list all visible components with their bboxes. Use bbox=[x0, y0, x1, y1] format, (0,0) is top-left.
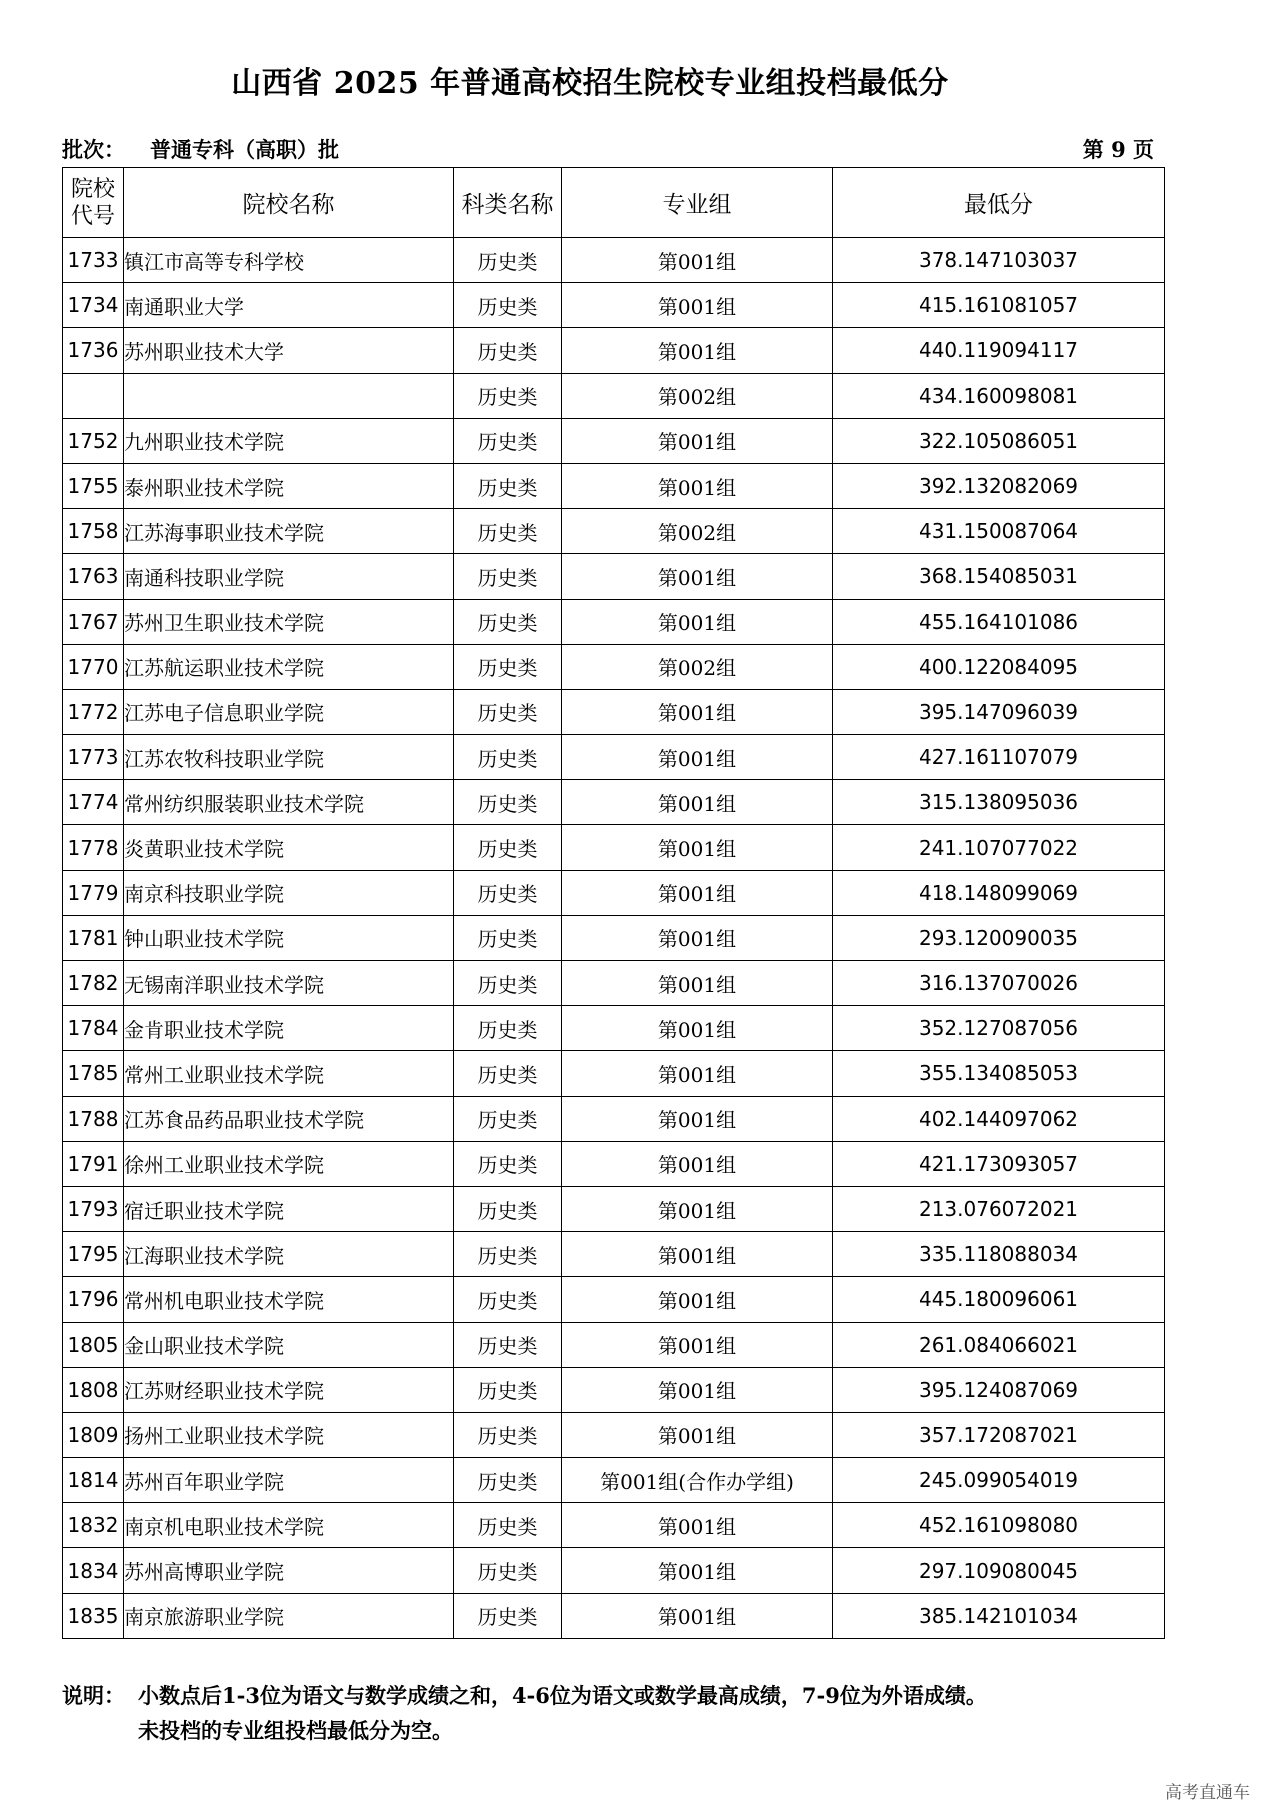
cell-subject: 历史类 bbox=[454, 870, 562, 915]
cell-subject: 历史类 bbox=[454, 1186, 562, 1231]
cell-subject: 历史类 bbox=[454, 1277, 562, 1322]
cell-school-name: 泰州职业技术学院 bbox=[124, 463, 454, 508]
cell-group: 第001组 bbox=[562, 870, 833, 915]
cell-code: 1752 bbox=[63, 418, 124, 463]
cell-code: 1832 bbox=[63, 1503, 124, 1548]
cell-subject: 历史类 bbox=[454, 1141, 562, 1186]
cell-subject: 历史类 bbox=[454, 1367, 562, 1412]
cell-subject: 历史类 bbox=[454, 1051, 562, 1096]
header-code-line2: 代号 bbox=[70, 203, 115, 229]
cell-school-name: 炎黄职业技术学院 bbox=[124, 825, 454, 870]
cell-min-score: 395.147096039 bbox=[833, 689, 1165, 734]
cell-group: 第001组 bbox=[562, 735, 833, 780]
cell-min-score: 431.150087064 bbox=[833, 509, 1165, 554]
cell-code: 1791 bbox=[63, 1141, 124, 1186]
cell-min-score: 293.120090035 bbox=[833, 915, 1165, 960]
cell-subject: 历史类 bbox=[454, 599, 562, 644]
table-row bbox=[63, 418, 1165, 463]
cell-group: 第001组 bbox=[562, 1141, 833, 1186]
cell-subject: 历史类 bbox=[454, 328, 562, 373]
cell-min-score: 335.118088034 bbox=[833, 1232, 1165, 1277]
cell-subject: 历史类 bbox=[454, 1096, 562, 1141]
cell-group: 第001组(合作办学组) bbox=[562, 1458, 833, 1503]
cell-group: 第001组 bbox=[562, 1006, 833, 1051]
header-subject: 科类名称 bbox=[454, 168, 562, 238]
batch-label: 批次： bbox=[62, 137, 125, 162]
header-code bbox=[63, 168, 124, 238]
table-row bbox=[63, 1322, 1165, 1367]
table-row bbox=[63, 1096, 1165, 1141]
cell-school-name: 九州职业技术学院 bbox=[124, 418, 454, 463]
cell-group: 第001组 bbox=[562, 463, 833, 508]
cell-school-name: 江苏航运职业技术学院 bbox=[124, 644, 454, 689]
cell-group: 第001组 bbox=[562, 1503, 833, 1548]
cell-min-score: 385.142101034 bbox=[833, 1593, 1165, 1638]
cell-group: 第001组 bbox=[562, 418, 833, 463]
cell-code: 1793 bbox=[63, 1186, 124, 1231]
cell-school-name: 宿迁职业技术学院 bbox=[124, 1186, 454, 1231]
table-row bbox=[63, 463, 1165, 508]
table-row bbox=[63, 825, 1165, 870]
cell-school-name: 江苏农牧科技职业学院 bbox=[124, 735, 454, 780]
cell-subject: 历史类 bbox=[454, 780, 562, 825]
cell-group: 第001组 bbox=[562, 328, 833, 373]
cell-code: 1773 bbox=[63, 735, 124, 780]
table-row bbox=[63, 328, 1165, 373]
table-row bbox=[63, 735, 1165, 780]
cell-code: 1805 bbox=[63, 1322, 124, 1367]
cell-code: 1779 bbox=[63, 870, 124, 915]
cell-subject: 历史类 bbox=[454, 554, 562, 599]
cell-min-score: 455.164101086 bbox=[833, 599, 1165, 644]
cell-min-score: 368.154085031 bbox=[833, 554, 1165, 599]
cell-group: 第001组 bbox=[562, 1186, 833, 1231]
table-row bbox=[63, 238, 1165, 283]
cell-subject: 历史类 bbox=[454, 915, 562, 960]
cell-school-name: 江苏海事职业技术学院 bbox=[124, 509, 454, 554]
table-row bbox=[63, 780, 1165, 825]
cell-subject: 历史类 bbox=[454, 283, 562, 328]
cell-group: 第001组 bbox=[562, 1593, 833, 1638]
cell-subject: 历史类 bbox=[454, 1548, 562, 1593]
cell-code: 1763 bbox=[63, 554, 124, 599]
cell-subject: 历史类 bbox=[454, 1593, 562, 1638]
cell-min-score: 415.161081057 bbox=[833, 283, 1165, 328]
cell-code: 1814 bbox=[63, 1458, 124, 1503]
cell-school-name: 苏州百年职业学院 bbox=[124, 1458, 454, 1503]
cell-group: 第001组 bbox=[562, 238, 833, 283]
cell-school-name: 苏州高博职业学院 bbox=[124, 1548, 454, 1593]
watermark-text: 高考直通车 bbox=[1165, 1783, 1250, 1803]
cell-min-score: 316.137070026 bbox=[833, 961, 1165, 1006]
cell-code: 1795 bbox=[63, 1232, 124, 1277]
table-header-row bbox=[63, 168, 1165, 238]
cell-group: 第001组 bbox=[562, 1277, 833, 1322]
header-group: 专业组 bbox=[562, 168, 833, 238]
note-label: 说明： bbox=[62, 1683, 125, 1708]
cell-code: 1770 bbox=[63, 644, 124, 689]
table-row bbox=[63, 554, 1165, 599]
table-row bbox=[63, 599, 1165, 644]
cell-min-score: 357.172087021 bbox=[833, 1412, 1165, 1457]
cell-school-name: 苏州职业技术大学 bbox=[124, 328, 454, 373]
cell-min-score: 241.107077022 bbox=[833, 825, 1165, 870]
cell-school-name: 南京机电职业技术学院 bbox=[124, 1503, 454, 1548]
page-number: 第 9 页 bbox=[1082, 137, 1154, 162]
cell-code: 1788 bbox=[63, 1096, 124, 1141]
cell-min-score: 402.144097062 bbox=[833, 1096, 1165, 1141]
cell-group: 第001组 bbox=[562, 961, 833, 1006]
table-row bbox=[63, 1548, 1165, 1593]
cell-code: 1767 bbox=[63, 599, 124, 644]
cell-school-name: 南通科技职业学院 bbox=[124, 554, 454, 599]
cell-code: 1778 bbox=[63, 825, 124, 870]
cell-school-name: 常州工业职业技术学院 bbox=[124, 1051, 454, 1096]
cell-min-score: 418.148099069 bbox=[833, 870, 1165, 915]
cell-subject: 历史类 bbox=[454, 961, 562, 1006]
table-row bbox=[63, 509, 1165, 554]
note-line-1: 小数点后1-3位为语文与数学成绩之和，4-6位为语文或数学最高成绩，7-9位为外语成绩。 bbox=[138, 1683, 987, 1708]
cell-group: 第001组 bbox=[562, 780, 833, 825]
cell-min-score: 434.160098081 bbox=[833, 373, 1165, 418]
cell-subject: 历史类 bbox=[454, 1458, 562, 1503]
cell-group: 第001组 bbox=[562, 1412, 833, 1457]
cell-subject: 历史类 bbox=[454, 689, 562, 734]
cell-min-score: 400.122084095 bbox=[833, 644, 1165, 689]
cell-group: 第002组 bbox=[562, 644, 833, 689]
cell-code: 1835 bbox=[63, 1593, 124, 1638]
cell-subject: 历史类 bbox=[454, 238, 562, 283]
table-row bbox=[63, 1367, 1165, 1412]
cell-school-name: 江苏食品药品职业技术学院 bbox=[124, 1096, 454, 1141]
cell-group: 第001组 bbox=[562, 1051, 833, 1096]
table-row bbox=[63, 644, 1165, 689]
cell-school-name: 扬州工业职业技术学院 bbox=[124, 1412, 454, 1457]
cell-code: 1785 bbox=[63, 1051, 124, 1096]
table-row bbox=[63, 689, 1165, 734]
cell-min-score: 315.138095036 bbox=[833, 780, 1165, 825]
cell-group: 第001组 bbox=[562, 1367, 833, 1412]
table-row bbox=[63, 1412, 1165, 1457]
cell-code: 1809 bbox=[63, 1412, 124, 1457]
cell-code: 1755 bbox=[63, 463, 124, 508]
cell-school-name: 常州机电职业技术学院 bbox=[124, 1277, 454, 1322]
cell-group: 第001组 bbox=[562, 1548, 833, 1593]
cell-code bbox=[63, 373, 124, 418]
cell-code: 1834 bbox=[63, 1548, 124, 1593]
cell-group: 第001组 bbox=[562, 689, 833, 734]
table-row bbox=[63, 1006, 1165, 1051]
cell-min-score: 297.109080045 bbox=[833, 1548, 1165, 1593]
cell-school-name: 江海职业技术学院 bbox=[124, 1232, 454, 1277]
cell-min-score: 322.105086051 bbox=[833, 418, 1165, 463]
cell-code: 1796 bbox=[63, 1277, 124, 1322]
cell-group: 第001组 bbox=[562, 554, 833, 599]
cell-subject: 历史类 bbox=[454, 735, 562, 780]
table-row bbox=[63, 1141, 1165, 1186]
table-row bbox=[63, 1503, 1165, 1548]
cell-code: 1758 bbox=[63, 509, 124, 554]
table-row bbox=[63, 1232, 1165, 1277]
cell-min-score: 445.180096061 bbox=[833, 1277, 1165, 1322]
cell-min-score: 352.127087056 bbox=[833, 1006, 1165, 1051]
cell-min-score: 392.132082069 bbox=[833, 463, 1165, 508]
cell-min-score: 261.084066021 bbox=[833, 1322, 1165, 1367]
cell-min-score: 421.173093057 bbox=[833, 1141, 1165, 1186]
cell-school-name bbox=[124, 373, 454, 418]
cell-min-score: 395.124087069 bbox=[833, 1367, 1165, 1412]
cell-min-score: 440.119094117 bbox=[833, 328, 1165, 373]
cell-code: 1781 bbox=[63, 915, 124, 960]
table-row bbox=[63, 1277, 1165, 1322]
table-row bbox=[63, 1593, 1165, 1638]
cell-code: 1774 bbox=[63, 780, 124, 825]
cell-min-score: 452.161098080 bbox=[833, 1503, 1165, 1548]
cell-school-name: 南京科技职业学院 bbox=[124, 870, 454, 915]
admission-score-table bbox=[62, 167, 1165, 1639]
cell-group: 第001组 bbox=[562, 825, 833, 870]
cell-subject: 历史类 bbox=[454, 1232, 562, 1277]
cell-group: 第001组 bbox=[562, 1096, 833, 1141]
cell-subject: 历史类 bbox=[454, 1412, 562, 1457]
table-row bbox=[63, 870, 1165, 915]
cell-school-name: 南京旅游职业学院 bbox=[124, 1593, 454, 1638]
header-score: 最低分 bbox=[833, 168, 1165, 238]
cell-subject: 历史类 bbox=[454, 463, 562, 508]
cell-code: 1734 bbox=[63, 283, 124, 328]
cell-school-name: 徐州工业职业技术学院 bbox=[124, 1141, 454, 1186]
cell-school-name: 苏州卫生职业技术学院 bbox=[124, 599, 454, 644]
header-code-line1: 院校 bbox=[70, 176, 115, 202]
page-title: 山西省 2025 年普通高校招生院校专业组投档最低分 bbox=[231, 66, 949, 101]
table-row bbox=[63, 1458, 1165, 1503]
cell-group: 第001组 bbox=[562, 915, 833, 960]
cell-school-name: 无锡南洋职业技术学院 bbox=[124, 961, 454, 1006]
table-row bbox=[63, 373, 1165, 418]
cell-subject: 历史类 bbox=[454, 418, 562, 463]
cell-school-name: 钟山职业技术学院 bbox=[124, 915, 454, 960]
table-row bbox=[63, 961, 1165, 1006]
cell-min-score: 378.147103037 bbox=[833, 238, 1165, 283]
cell-subject: 历史类 bbox=[454, 1006, 562, 1051]
cell-group: 第001组 bbox=[562, 599, 833, 644]
cell-code: 1772 bbox=[63, 689, 124, 734]
header-name: 院校名称 bbox=[124, 168, 454, 238]
cell-subject: 历史类 bbox=[454, 825, 562, 870]
batch-info bbox=[62, 134, 1166, 164]
cell-code: 1736 bbox=[63, 328, 124, 373]
cell-subject: 历史类 bbox=[454, 373, 562, 418]
cell-min-score: 427.161107079 bbox=[833, 735, 1165, 780]
note-line-2: 未投档的专业组投档最低分为空。 bbox=[138, 1718, 453, 1743]
cell-school-name: 江苏电子信息职业学院 bbox=[124, 689, 454, 734]
cell-group: 第002组 bbox=[562, 509, 833, 554]
cell-group: 第001组 bbox=[562, 283, 833, 328]
table-row bbox=[63, 283, 1165, 328]
cell-subject: 历史类 bbox=[454, 1503, 562, 1548]
cell-subject: 历史类 bbox=[454, 509, 562, 554]
cell-code: 1782 bbox=[63, 961, 124, 1006]
cell-school-name: 南通职业大学 bbox=[124, 283, 454, 328]
cell-school-name: 常州纺织服装职业技术学院 bbox=[124, 780, 454, 825]
cell-school-name: 江苏财经职业技术学院 bbox=[124, 1367, 454, 1412]
cell-school-name: 镇江市高等专科学校 bbox=[124, 238, 454, 283]
table-row bbox=[63, 1051, 1165, 1096]
cell-group: 第001组 bbox=[562, 1232, 833, 1277]
cell-school-name: 金肯职业技术学院 bbox=[124, 1006, 454, 1051]
cell-group: 第002组 bbox=[562, 373, 833, 418]
cell-group: 第001组 bbox=[562, 1322, 833, 1367]
batch-value: 普通专科（高职）批 bbox=[150, 137, 339, 162]
cell-min-score: 213.076072021 bbox=[833, 1186, 1165, 1231]
cell-code: 1808 bbox=[63, 1367, 124, 1412]
table-row bbox=[63, 915, 1165, 960]
cell-min-score: 355.134085053 bbox=[833, 1051, 1165, 1096]
cell-subject: 历史类 bbox=[454, 1322, 562, 1367]
table-row bbox=[63, 1186, 1165, 1231]
cell-min-score: 245.099054019 bbox=[833, 1458, 1165, 1503]
cell-school-name: 金山职业技术学院 bbox=[124, 1322, 454, 1367]
cell-code: 1784 bbox=[63, 1006, 124, 1051]
cell-code: 1733 bbox=[63, 238, 124, 283]
cell-subject: 历史类 bbox=[454, 644, 562, 689]
